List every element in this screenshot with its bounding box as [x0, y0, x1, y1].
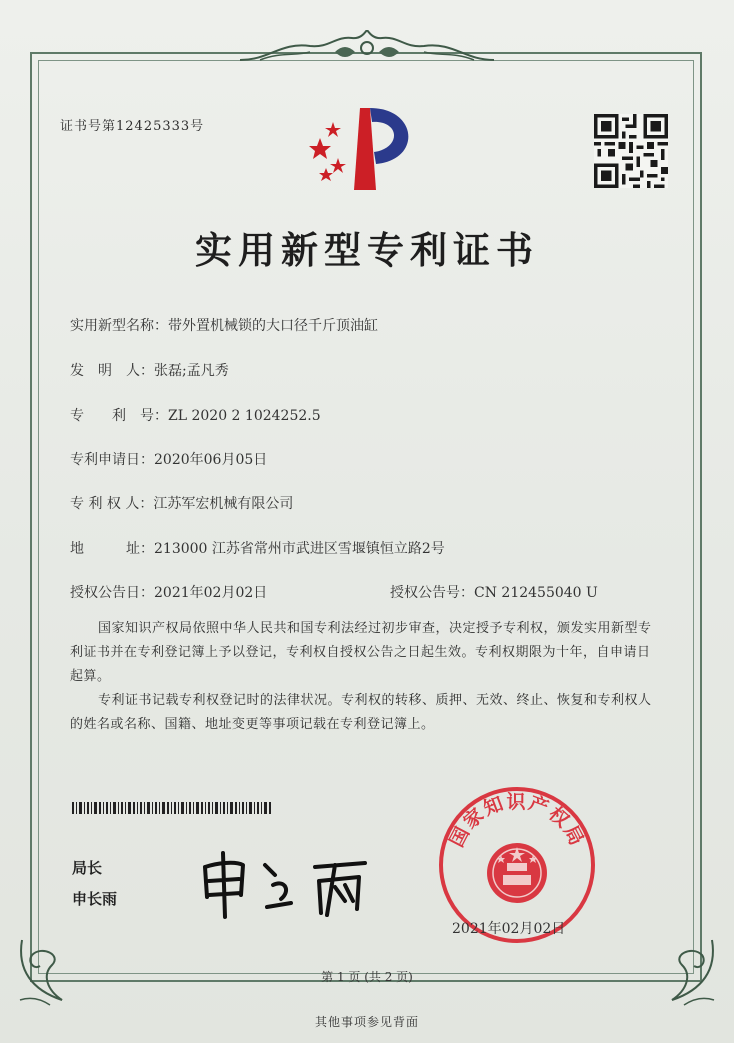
field-address: [70, 538, 445, 558]
field-application-date: [70, 449, 267, 469]
field-label: 授权公告日：: [70, 585, 154, 601]
top-ornament: [240, 30, 494, 70]
body-paragraph: 国家知识产权局依照中华人民共和国专利法经过初步审查，决定授予专利权，颁发实用新型专利证书并在专利登记簿上予以登记，专利权自授权公告之日起生效。专利权期限为十年，自申请日起算。: [70, 621, 652, 684]
field-label: 地 址：: [70, 541, 154, 557]
qr-code-icon: [594, 114, 668, 188]
body-paragraph: 专利证书记载专利权登记时的法律状况。专利权的转移、质押、无效、终止、恢复和专利权人的姓名或名称、国籍、地址变更等事项记载在专利登记簿上。: [70, 693, 652, 732]
field-inventor: [70, 360, 229, 380]
signatory-title: 局长: [72, 859, 103, 877]
field-label: 专利申请日：: [70, 452, 154, 468]
field-patentee: [70, 493, 293, 513]
certificate-number: 证书号第12425333号: [60, 119, 205, 134]
handwritten-signature: [195, 845, 370, 925]
page-title: 实用新型专利证书: [195, 228, 539, 272]
field-patent-number: [70, 405, 321, 425]
seal-date: 2021年02月02日: [452, 921, 566, 937]
field-value: 2020年06月05日: [154, 452, 268, 468]
field-utility-model-name: [70, 315, 378, 335]
field-value: 张磊;孟凡秀: [154, 363, 229, 379]
svg-text:国家知识产权局: [446, 790, 589, 851]
field-grant-date: [70, 582, 267, 602]
field-label: 发 明 人：: [70, 363, 154, 379]
barcode-icon: [72, 802, 272, 814]
field-value: CN 212455040 U: [474, 585, 598, 601]
field-value: 2021年02月02日: [154, 585, 268, 601]
field-value: 带外置机械锁的大口径千斤顶油缸: [168, 318, 378, 334]
page-number: 第 1 页 (共 2 页): [321, 970, 413, 984]
field-label: 专 利 号：: [70, 408, 168, 424]
field-label: 专 利 权 人：: [70, 496, 154, 512]
back-note: 其他事项参见背面: [314, 1015, 419, 1029]
field-value: ZL 2020 2 1024252.5: [168, 408, 321, 424]
field-value: 江苏军宏机械有限公司: [153, 496, 294, 512]
field-label: 授权公告号：: [390, 585, 474, 601]
field-value: 213000 江苏省常州市武进区雪堰镇恒立路2号: [154, 541, 445, 557]
signatory-name: 申长雨: [72, 890, 118, 908]
seal-text: 国家知识产权局: [445, 790, 589, 851]
field-label: 实用新型名称：: [70, 318, 168, 334]
field-grant-number: [390, 582, 598, 602]
cnipa-emblem-icon: [300, 100, 430, 192]
